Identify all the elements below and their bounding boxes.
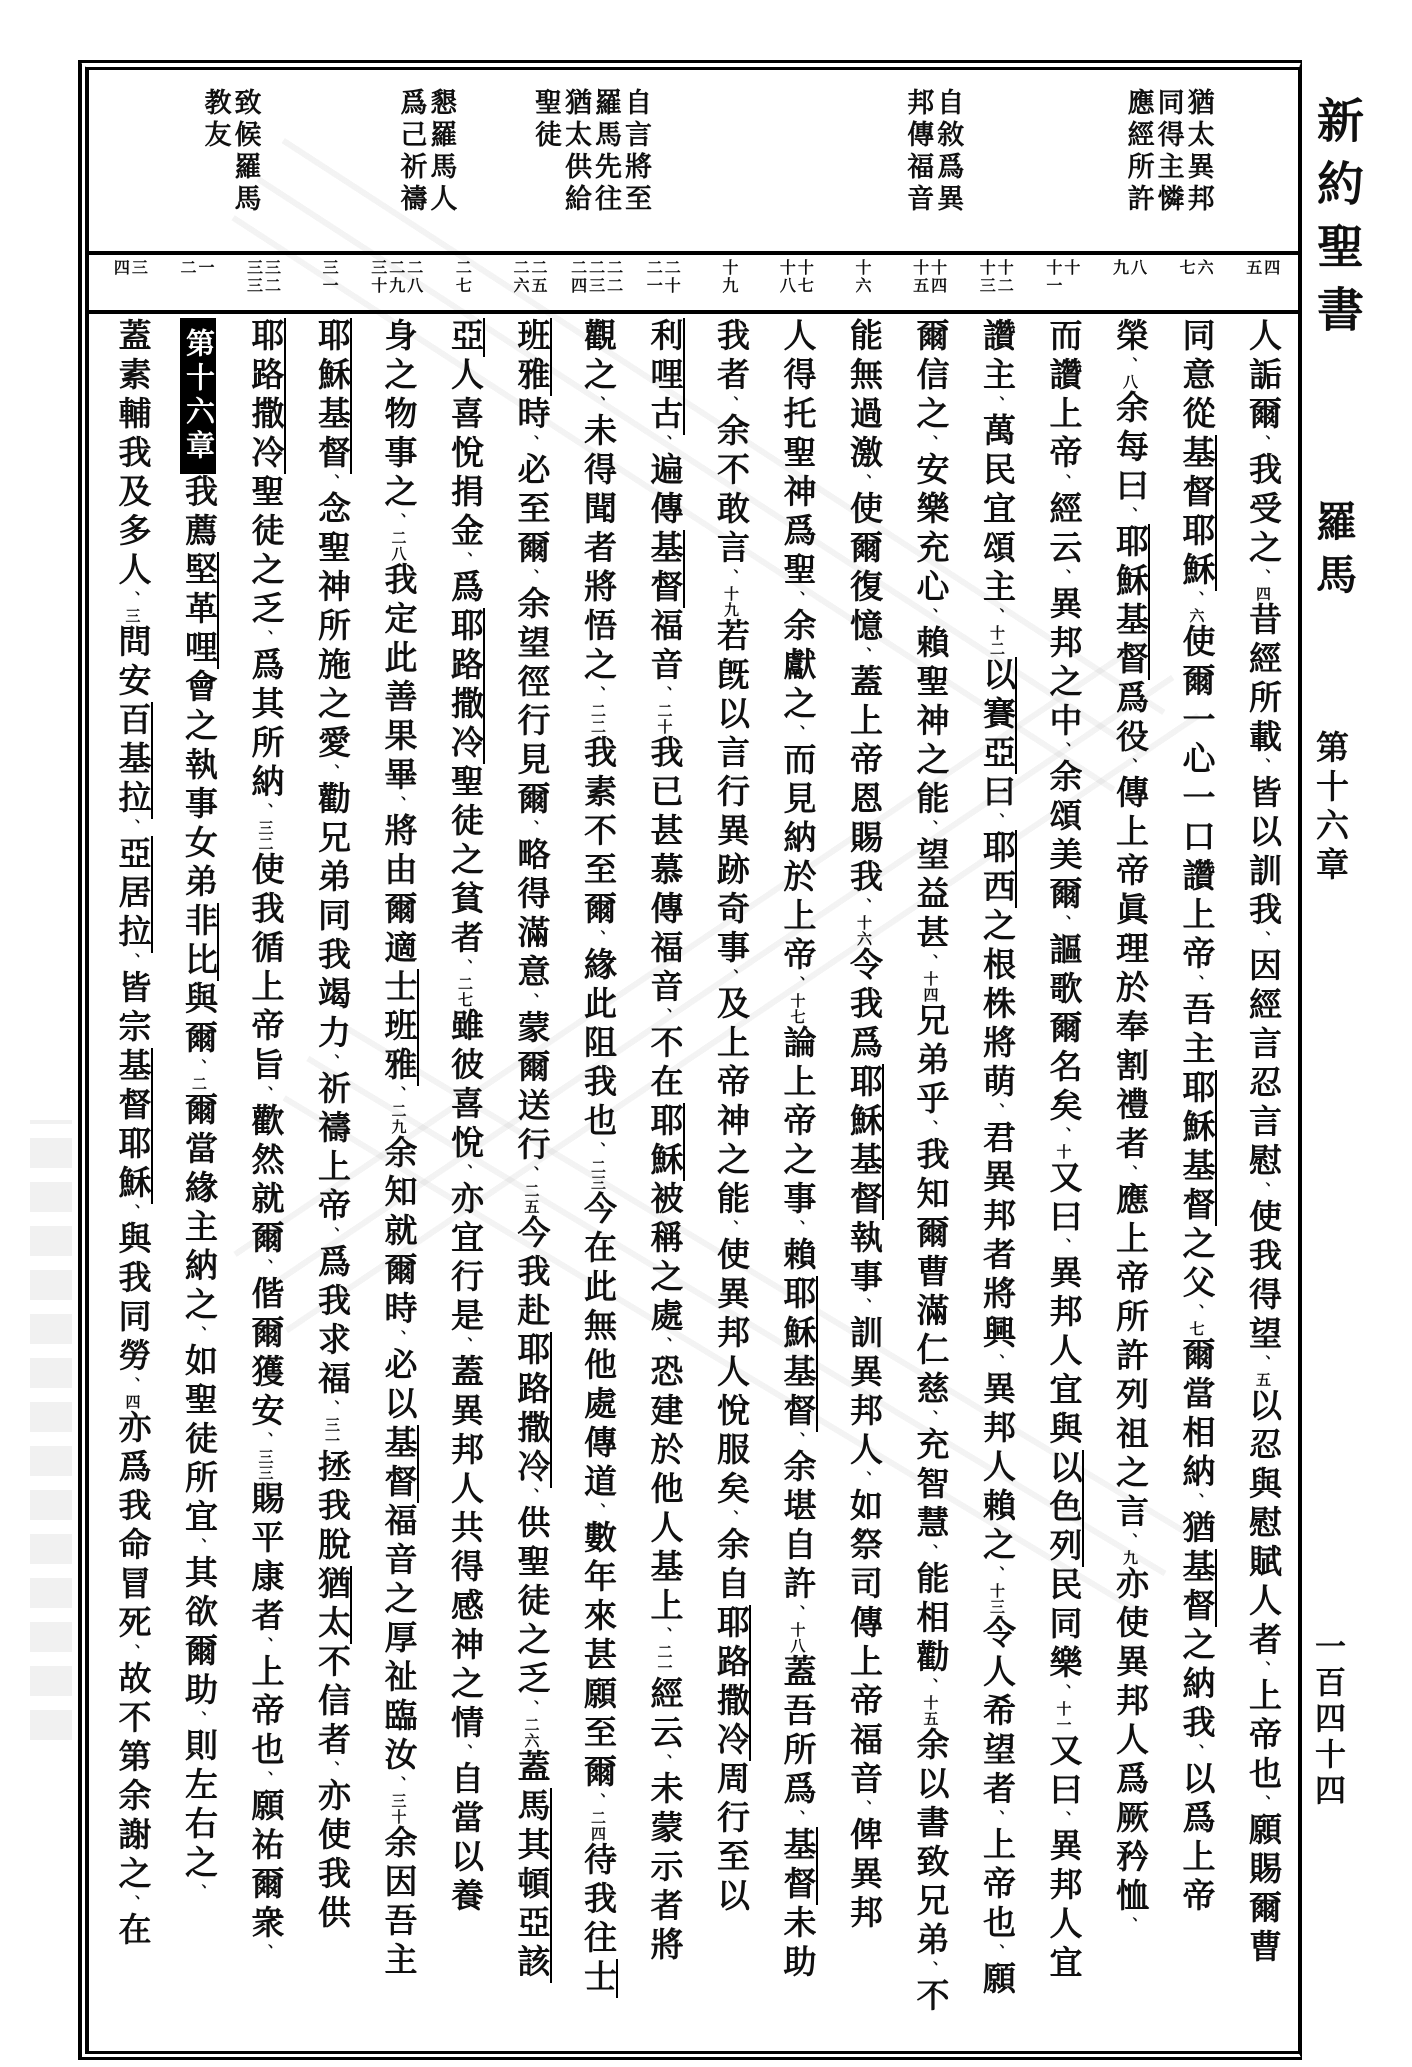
- inline-verse-marker: 二三: [589, 1159, 605, 1191]
- verse-number: 二三: [586, 259, 604, 295]
- ideographic-comma: 、: [522, 993, 539, 1010]
- scripture-column: 能無過激、使爾復憶、蓋上帝恩賜我、十六令我爲耶穌基督執事、訓異邦人、如祭司傳上帝福音、俾異邦: [829, 318, 896, 2039]
- proper-name: 百基拉: [114, 702, 153, 819]
- verse-number: 二二: [604, 259, 622, 295]
- ideographic-comma: 、: [788, 1810, 805, 1827]
- ideographic-comma: 、: [655, 686, 672, 703]
- ideographic-comma: 、: [1054, 1238, 1071, 1255]
- inline-verse-marker: 二四: [589, 1810, 605, 1842]
- scripture-column: 耶穌基督、念聖神所施之愛、勸兄弟同我竭力、祈禱上帝、爲我求福、三一拯我脫猶太不信者、亦使我供: [297, 318, 364, 2039]
- ideographic-comma: 、: [522, 820, 539, 837]
- verse-number: 十五: [910, 259, 928, 295]
- scripture-column: 班雅時、必至爾、余望徑行見爾、略得滿意、蒙爾送行、二五今我赴耶路撒冷、供聖徒之乏、二六蓋馬其頓亞該: [496, 318, 563, 2039]
- verse-number-group: [961, 256, 1028, 308]
- ideographic-comma: 、: [855, 1298, 871, 1315]
- ideographic-comma: 、: [1187, 1304, 1204, 1321]
- verse-number: 十: [1061, 259, 1079, 277]
- ideographic-comma: 、: [788, 591, 805, 608]
- inline-verse-marker: 十四: [921, 971, 938, 1003]
- verse-number: 二四: [568, 259, 586, 295]
- proper-name: 基督耶穌: [114, 1048, 153, 1204]
- ideographic-comma: 、: [589, 1503, 605, 1520]
- summary-note-line: 同得主憐: [1153, 88, 1184, 216]
- ideographic-comma: 、: [1054, 474, 1071, 491]
- masthead-chapter-label: 第十六章: [1311, 730, 1347, 886]
- verse-number: 五: [1243, 259, 1261, 277]
- inline-verse-marker: 八: [1121, 374, 1137, 390]
- ideographic-comma: 、: [323, 764, 339, 781]
- verse-number: 十九: [719, 259, 737, 295]
- scripture-column: 利哩古、遍傳基督福音、二十我已甚慕傳福音、不在耶穌被稱之處、恐建於他人基上、二一經云、未蒙示者將: [629, 318, 696, 2039]
- summary-note-line: 猶太供給: [561, 88, 592, 216]
- summary-note: [531, 88, 652, 216]
- ideographic-comma: 、: [988, 1944, 1004, 1961]
- verse-number: 十二: [995, 259, 1013, 295]
- ideographic-comma: 、: [522, 569, 539, 586]
- summary-note-line: 爲己祈禱: [396, 88, 427, 216]
- scripture-column: 蓋素輔我及多人、三問安百基拉、亞居拉、皆宗基督耶穌、與我同勞、四亦爲我命冒死、故不第余謝之、在: [97, 318, 164, 2039]
- proper-name: 猶太: [313, 1566, 352, 1644]
- scripture-column: 人詬爾、我受之、四昔經所載、皆以訓我、因經言忍言慰、使我得望、五以忍與慰賦人者、上帝也、願賜爾曹: [1244, 318, 1280, 1968]
- verse-number: 九: [1110, 259, 1128, 277]
- ideographic-comma: 、: [256, 1432, 273, 1449]
- ideographic-comma: 、: [988, 1566, 1004, 1583]
- inline-verse-marker: 十七: [788, 993, 805, 1025]
- proper-name: 耶穌基督: [845, 1064, 884, 1220]
- verse-number: 二六: [510, 259, 528, 295]
- verse-number: 六: [1195, 259, 1213, 277]
- ideographic-comma: 、: [1254, 758, 1270, 775]
- verse-number-group: [761, 256, 828, 308]
- verse-number: 八: [1128, 259, 1146, 277]
- verse-number-row: [95, 256, 1294, 308]
- verse-number: 二一: [644, 259, 662, 295]
- summary-note: [903, 88, 964, 216]
- verse-number-group: [428, 256, 495, 308]
- inline-verse-marker: 十九: [722, 586, 738, 618]
- ideographic-comma: 、: [855, 1471, 871, 1488]
- scripture-column: 亞人喜悅捐金、爲耶路撒冷聖徒之貧者、二七雖彼喜悅、亦宜行是、蓋異邦人共得感神之情、自當以養: [430, 318, 497, 2039]
- verse-number: 二五: [528, 259, 546, 295]
- proper-name: 耶西: [978, 830, 1017, 908]
- ideographic-comma: 、: [921, 1544, 938, 1561]
- ideographic-comma: 、: [655, 435, 672, 452]
- ideographic-comma: 、: [389, 513, 406, 530]
- verse-number: 十八: [777, 259, 795, 295]
- inline-verse-marker: 四: [123, 1394, 140, 1410]
- ideographic-comma: 、: [123, 819, 140, 836]
- ideographic-comma: 、: [522, 435, 539, 452]
- ideographic-comma: 、: [190, 1884, 206, 1901]
- proper-name: 非比: [180, 903, 219, 981]
- summary-note-line: 邦傳福音: [903, 88, 934, 216]
- ideographic-comma: 、: [1254, 1182, 1270, 1199]
- verse-number-group: [828, 256, 895, 308]
- verse-number-group: [894, 256, 961, 308]
- inline-verse-marker: 三二: [256, 820, 273, 852]
- proper-name: 班雅: [513, 318, 552, 396]
- ideographic-comma: 、: [655, 1754, 672, 1771]
- proper-name: 耶穌基督: [1178, 1070, 1217, 1226]
- ideographic-comma: 、: [389, 796, 406, 813]
- proper-name: 耶路撒冷: [247, 318, 286, 474]
- scripture-columns: [97, 318, 1294, 2039]
- inline-verse-marker: 二一: [655, 1644, 672, 1676]
- inline-verse-marker: 二: [190, 1076, 206, 1092]
- inline-verse-marker: 二十: [655, 703, 672, 735]
- ideographic-comma: 、: [190, 1326, 206, 1343]
- ideographic-comma: 、: [921, 1678, 938, 1695]
- verse-number: 二: [177, 259, 195, 277]
- summary-note: [1125, 88, 1212, 216]
- scripture-column: 同意從基督耶穌、六使爾一心一口讚上帝、吾主耶穌基督之父、七爾當相納、猶基督之納我、以爲上帝: [1161, 318, 1228, 2039]
- ideographic-comma: 、: [1121, 357, 1137, 374]
- ideographic-comma: 、: [788, 1432, 805, 1449]
- verse-number: 三一: [320, 259, 338, 295]
- inline-verse-marker: 十二: [988, 625, 1004, 657]
- inline-verse-marker: 二二: [589, 703, 605, 735]
- proper-name: 士: [579, 1959, 618, 1998]
- verse-number: 二十: [662, 259, 680, 295]
- inline-verse-marker: 三一: [323, 1417, 339, 1449]
- inline-verse-marker: 十五: [921, 1695, 938, 1727]
- ideographic-comma: 、: [921, 820, 938, 837]
- ideographic-comma: 、: [988, 1354, 1004, 1371]
- verse-number-group: [1161, 256, 1228, 308]
- summary-note-line: 猶太異邦: [1183, 88, 1214, 216]
- ideographic-comma: 、: [389, 1776, 406, 1793]
- scripture-column: 人得托聖神爲聖、余獻之、而見納於上帝、十七論上帝之事、賴耶穌基督、余堪自許、十八蓋吾所爲、基督未助: [762, 318, 829, 2039]
- inline-verse-marker: 二九: [389, 1103, 406, 1135]
- verse-number-group: [495, 256, 562, 308]
- ideographic-comma: 、: [1054, 1127, 1071, 1144]
- scripture-column: 耶路撒冷聖徒之乏、爲其所納、三二使我循上帝旨、歡然就爾、偕爾獲安、三三賜平康者、上帝也、願祐爾衆、: [230, 318, 297, 2039]
- ideographic-comma: 、: [655, 1337, 672, 1354]
- ideographic-comma: 、: [256, 1637, 273, 1654]
- verse-number-group: [295, 256, 362, 308]
- ideographic-comma: 、: [589, 930, 605, 947]
- ideographic-comma: 、: [722, 1220, 738, 1237]
- ideographic-comma: 、: [589, 1793, 605, 1810]
- verse-number: 十四: [928, 259, 946, 295]
- ideographic-comma: 、: [589, 1142, 605, 1159]
- scripture-column: 讚主、萬民宜頌主、十二以賽亞曰、耶西之根株將萌、君異邦者將興、異邦人賴之、十三令人希望者、上帝也、願: [962, 318, 1029, 2039]
- ideographic-comma: 、: [1254, 1355, 1270, 1372]
- verse-number: 二八: [404, 259, 422, 295]
- verse-number-group: [1227, 256, 1294, 308]
- proper-name: 馬其頓: [513, 1788, 552, 1905]
- scripture-column: 而讚上帝、經云、異邦之中、余頌美爾、謳歌爾名矣、十又曰、異邦人宜與以色列民同樂、十一又曰、異邦人宜: [1028, 318, 1095, 2039]
- inline-verse-marker: 九: [1121, 1550, 1137, 1566]
- inline-verse-marker: 七: [1187, 1321, 1204, 1337]
- verse-number-group: [361, 256, 428, 308]
- verse-number-group: [95, 256, 162, 308]
- ideographic-comma: 、: [1054, 915, 1071, 932]
- proper-name: 耶路撒冷: [513, 1332, 552, 1488]
- ideographic-comma: 、: [456, 552, 472, 569]
- masthead-testament-title: 新約聖書: [1310, 96, 1362, 348]
- inline-verse-marker: 三三: [256, 1449, 273, 1481]
- ideographic-comma: 、: [855, 898, 871, 915]
- ideographic-comma: 、: [788, 976, 805, 993]
- verse-number: 十七: [795, 259, 813, 295]
- ideographic-comma: 、: [190, 1711, 206, 1728]
- ideographic-comma: 、: [921, 1961, 938, 1978]
- ideographic-comma: 、: [389, 1330, 406, 1347]
- ideographic-comma: 、: [855, 1800, 871, 1817]
- ideographic-comma: 、: [1054, 1684, 1071, 1701]
- inline-verse-marker: 四: [1254, 586, 1270, 602]
- ideographic-comma: 、: [123, 953, 140, 970]
- ideographic-comma: 、: [988, 608, 1004, 625]
- proper-name: 耶穌: [646, 1103, 685, 1181]
- ideographic-comma: 、: [722, 969, 738, 986]
- ideographic-comma: 、: [190, 1538, 206, 1555]
- ideographic-comma: 、: [1054, 1811, 1071, 1828]
- ideographic-comma: 、: [722, 396, 738, 413]
- ideographic-comma: 、: [921, 1120, 938, 1137]
- summary-note-line: 聖徒: [531, 88, 562, 152]
- ideographic-comma: 、: [323, 1054, 339, 1071]
- inline-verse-marker: 十八: [788, 1622, 805, 1654]
- verse-number: 一: [195, 259, 213, 277]
- inline-verse-marker: 十六: [855, 915, 871, 947]
- proper-name: 以色列: [1045, 1450, 1084, 1567]
- ideographic-comma: 、: [722, 569, 738, 586]
- scripture-column: 我者、余不敢言、十九若旣以言行異跡奇事、及上帝神之能、使異邦人悅服矣、余自耶路撒冷周行至以: [696, 318, 763, 2039]
- page-frame: [78, 60, 1302, 2060]
- proper-name: 基督: [1178, 1549, 1217, 1627]
- verse-number: 二七: [453, 259, 471, 295]
- ideographic-comma: 、: [123, 1644, 140, 1661]
- ideographic-comma: 、: [589, 686, 605, 703]
- ideographic-comma: 、: [256, 630, 273, 647]
- ideographic-comma: 、: [988, 1810, 1004, 1827]
- ideographic-comma: 、: [123, 1204, 140, 1221]
- ideographic-comma: 、: [123, 591, 140, 608]
- ideographic-comma: 、: [256, 1086, 273, 1103]
- ideographic-comma: 、: [855, 474, 871, 491]
- inline-verse-marker: 六: [1187, 608, 1204, 624]
- ideographic-comma: 、: [1187, 975, 1204, 992]
- ideographic-comma: 、: [921, 954, 938, 971]
- ideographic-comma: 、: [1187, 1493, 1204, 1510]
- ideographic-comma: 、: [123, 1895, 140, 1912]
- ideographic-comma: 、: [323, 1761, 339, 1778]
- proper-name: 利哩古: [646, 318, 685, 435]
- ideographic-comma: 、: [988, 396, 1004, 413]
- summary-note-line: 羅馬先往: [591, 88, 622, 216]
- ideographic-comma: 、: [190, 1059, 206, 1076]
- ideographic-comma: 、: [655, 1627, 672, 1644]
- inline-verse-marker: 三十: [389, 1793, 406, 1825]
- ideographic-comma: 、: [256, 1944, 273, 1961]
- chapter-heading-box: 第十六章: [180, 318, 216, 474]
- proper-name: 耶穌基督: [1111, 524, 1150, 680]
- verse-number-group: [695, 256, 762, 308]
- verse-number-group: [1094, 256, 1161, 308]
- verse-number-group: [561, 256, 628, 308]
- ideographic-comma: 、: [722, 1510, 738, 1527]
- verse-number: 三: [129, 259, 147, 277]
- inline-verse-marker: 十一: [1054, 1701, 1071, 1733]
- proper-name: 亞該: [513, 1905, 552, 1983]
- inline-verse-marker: 三: [123, 608, 140, 624]
- inline-verse-marker: 十三: [988, 1583, 1004, 1615]
- proper-name: 耶穌基督: [779, 1276, 818, 1432]
- proper-name: 基督耶穌: [1178, 435, 1217, 591]
- ideographic-comma: 、: [256, 1771, 273, 1788]
- masthead-book-name: 羅馬: [1310, 500, 1356, 606]
- ideographic-comma: 、: [855, 647, 871, 664]
- proper-name: 亞居拉: [114, 836, 153, 953]
- ideographic-comma: 、: [1121, 1533, 1137, 1550]
- ideographic-comma: 、: [522, 1488, 539, 1505]
- summary-note-line: 致候羅馬: [230, 88, 261, 216]
- ideographic-comma: 、: [1054, 742, 1071, 759]
- ideographic-comma: 、: [1254, 931, 1270, 948]
- ideographic-comma: 、: [1187, 591, 1204, 608]
- verse-number: 四: [111, 259, 129, 277]
- proper-name: 以賽亞: [978, 657, 1017, 774]
- verse-number: 十一: [1043, 259, 1061, 295]
- inline-verse-marker: 十: [1054, 1144, 1071, 1160]
- proper-name: 基督: [380, 1425, 419, 1503]
- divider-rule-bottom: [89, 310, 1298, 314]
- scripture-column: 身之物事之、二八我定此善果畢、將由爾適士班雅、二九余知就爾時、必以基督福音之厚祉臨汝、三十余因吾主: [363, 318, 430, 2039]
- verse-number-group: [228, 256, 295, 308]
- scripture-column: 觀之、未得聞者將悟之、二二我素不至爾、緣此阻我也、二三今在此無他處傳道、數年來甚願至爾、二四待我往士: [563, 318, 630, 2039]
- ideographic-comma: 、: [256, 803, 273, 820]
- ideographic-comma: 、: [921, 435, 938, 452]
- ideographic-comma: 、: [1187, 1744, 1204, 1761]
- scripture-column: 爾信之、安樂充心、賴聖神之能、望益甚、十四兄弟乎、我知爾曹滿仁慈、充智慧、能相勸、十五余以書致兄弟、不: [911, 318, 948, 2017]
- verse-number: 十三: [977, 259, 995, 295]
- ideographic-comma: 、: [1254, 1661, 1270, 1678]
- verse-number: 三十: [368, 259, 386, 295]
- proper-name: 堅革哩: [180, 552, 219, 669]
- ideographic-comma: 、: [522, 1166, 539, 1183]
- ideographic-comma: 、: [788, 1220, 805, 1237]
- ideographic-comma: 、: [921, 1410, 938, 1427]
- ideographic-comma: 、: [256, 1259, 273, 1276]
- verse-number: 三三: [244, 259, 262, 295]
- proper-name: 基督: [779, 1827, 818, 1905]
- summary-note: [202, 88, 259, 216]
- ideographic-comma: 、: [1054, 569, 1071, 586]
- verse-number: 四: [1261, 259, 1279, 277]
- ideographic-comma: 、: [1254, 1795, 1270, 1812]
- ideographic-comma: 、: [456, 959, 472, 976]
- proper-name: 耶路撒冷: [712, 1605, 751, 1761]
- scripture-column: 榮、八余每曰、耶穌基督爲役、傳上帝眞理於奉割禮者、應上帝所許列祖之言、九亦使異邦人爲厥矜恤、: [1095, 318, 1162, 2039]
- summary-note-line: 自言將至: [621, 88, 652, 216]
- verse-number-group: [162, 256, 229, 308]
- ideographic-comma: 、: [1121, 1165, 1137, 1182]
- inline-verse-marker: 五: [1254, 1372, 1270, 1388]
- ideographic-comma: 、: [323, 1227, 339, 1244]
- inline-verse-marker: 二五: [522, 1183, 539, 1215]
- inline-verse-marker: 二八: [389, 530, 406, 562]
- ideographic-comma: 、: [456, 1337, 472, 1354]
- ideographic-comma: 、: [389, 1086, 406, 1103]
- ideographic-comma: 、: [988, 1103, 1004, 1120]
- inline-verse-marker: 二七: [456, 976, 472, 1008]
- ideographic-comma: 、: [323, 1400, 339, 1417]
- verse-number: 十六: [853, 259, 871, 295]
- ideographic-comma: 、: [1121, 507, 1137, 524]
- summary-note: [396, 88, 457, 216]
- ideographic-comma: 、: [788, 1605, 805, 1622]
- summary-note-line: 應經所許: [1123, 88, 1154, 216]
- ideographic-comma: 、: [1121, 1917, 1137, 1934]
- ideographic-comma: 、: [1121, 758, 1137, 775]
- proper-name: 士班雅: [380, 969, 419, 1086]
- verse-number-group: [628, 256, 695, 308]
- proper-name: 基督: [646, 530, 685, 608]
- inline-verse-marker: 二六: [522, 1717, 539, 1749]
- verse-number: 二九: [386, 259, 404, 295]
- ideographic-comma: 、: [456, 1744, 472, 1761]
- ideographic-comma: 、: [921, 608, 938, 625]
- summary-note-line: 教友: [200, 88, 231, 152]
- page-number: 一百四十四: [1310, 1630, 1345, 1810]
- ideographic-comma: 、: [123, 1377, 140, 1394]
- ideographic-comma: 、: [456, 1164, 472, 1181]
- proper-name: 耶穌基督: [313, 318, 352, 474]
- verse-number: 七: [1177, 259, 1195, 277]
- divider-rule-top: [89, 251, 1298, 255]
- proper-name: 亞: [446, 318, 485, 357]
- verse-number: 三二: [262, 259, 280, 295]
- watermark-stamp-left-margin: [30, 1120, 72, 1740]
- proper-name: 耶路撒冷: [446, 608, 485, 764]
- summary-notes-zone: [103, 84, 1290, 248]
- verse-number-group: [1028, 256, 1095, 308]
- ideographic-comma: 、: [788, 725, 805, 742]
- ideographic-comma: 、: [589, 396, 605, 413]
- ideographic-comma: 、: [1254, 569, 1270, 586]
- ideographic-comma: 、: [988, 813, 1004, 830]
- scripture-column: 第十六章我薦堅革哩會之執事女弟非比與爾、二爾當緣主納之、如聖徒所宜、其欲爾助、則左右之、: [164, 318, 231, 2039]
- ideographic-comma: 、: [655, 1008, 672, 1025]
- summary-note-line: 懇羅馬人: [426, 88, 457, 216]
- ideographic-comma: 、: [522, 1700, 539, 1717]
- ideographic-comma: 、: [1254, 435, 1270, 452]
- ideographic-comma: 、: [323, 474, 339, 491]
- summary-note-line: 自敘爲異: [933, 88, 964, 216]
